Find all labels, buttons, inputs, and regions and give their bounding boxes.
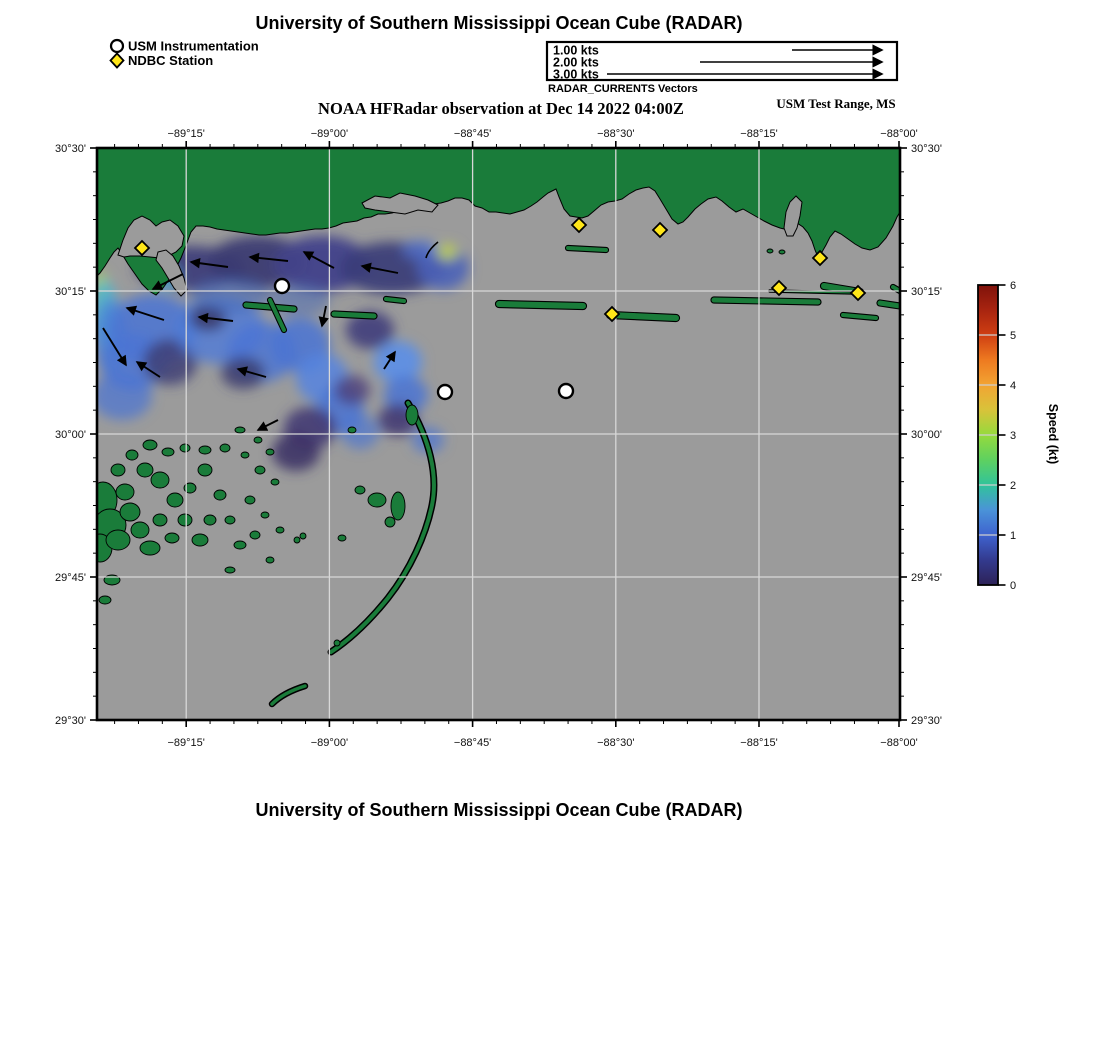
marsh-fragment bbox=[106, 530, 130, 550]
usm-instrumentation-marker bbox=[438, 385, 452, 399]
scale-row-label: 1.00 kts bbox=[553, 43, 599, 58]
lon-label-top: −88°30' bbox=[597, 128, 635, 140]
marsh-fragment bbox=[198, 464, 212, 476]
lon-label-top: −89°00' bbox=[310, 128, 349, 140]
test-range-label: USM Test Range, MS bbox=[776, 96, 896, 111]
lon-label-top: −88°45' bbox=[453, 128, 492, 140]
island bbox=[880, 303, 900, 306]
marsh-fragment bbox=[300, 533, 306, 539]
marsh-fragment bbox=[779, 250, 785, 254]
speed-blob bbox=[436, 244, 458, 260]
marsh-fragment bbox=[143, 440, 157, 450]
marsh-fragment bbox=[180, 444, 190, 452]
colorbar-tick-label: 3 bbox=[1010, 430, 1017, 442]
legend-usm-label: USM Instrumentation bbox=[128, 38, 259, 54]
scale-row-label: 3.00 kts bbox=[553, 67, 599, 82]
lon-label-bottom: −88°45' bbox=[453, 737, 492, 749]
marsh-fragment bbox=[99, 596, 111, 604]
marsh-fragment bbox=[385, 517, 395, 527]
observation-subtitle: NOAA HFRadar observation at Dec 14 2022 04:00Z bbox=[318, 99, 684, 118]
lat-label-right: 29°30' bbox=[911, 715, 942, 727]
marsh-fragment bbox=[241, 452, 249, 458]
lat-label-left: 29°30' bbox=[55, 715, 86, 727]
marsh-fragment bbox=[334, 640, 340, 646]
usm-instrumentation-marker bbox=[275, 279, 289, 293]
lon-label-top: −88°15' bbox=[740, 128, 778, 140]
marsh-fragment bbox=[266, 449, 274, 455]
marsh-fragment bbox=[167, 493, 183, 507]
lat-label-left: 30°30' bbox=[55, 143, 86, 155]
marsh-fragment bbox=[338, 535, 346, 541]
marsh-fragment bbox=[151, 472, 169, 488]
marsh-fragment bbox=[294, 537, 300, 543]
vector-scale-box bbox=[547, 42, 897, 95]
marsh-fragment bbox=[137, 463, 153, 477]
colorbar-tick-label: 6 bbox=[1010, 280, 1017, 292]
marsh-fragment bbox=[116, 484, 134, 500]
marsh-fragment bbox=[192, 534, 208, 546]
lat-label-left: 30°00' bbox=[55, 429, 86, 441]
lon-label-bottom: −88°00' bbox=[880, 737, 918, 749]
marsh-fragment bbox=[220, 444, 230, 452]
speed-blob bbox=[92, 372, 152, 420]
lon-label-top: −88°00' bbox=[880, 128, 918, 140]
legend-ndbc-label: NDBC Station bbox=[128, 53, 214, 68]
bottom-title: University of Southern Mississippi Ocean Cube (RADAR) bbox=[255, 800, 743, 820]
speed-blob bbox=[374, 341, 422, 383]
scale-row-label: 2.00 kts bbox=[553, 55, 599, 70]
speed-blob bbox=[341, 415, 379, 449]
marsh-fragment bbox=[250, 531, 260, 539]
lat-label-left: 30°15' bbox=[55, 286, 86, 298]
marsh-fragment bbox=[254, 437, 262, 443]
marsh-fragment bbox=[204, 515, 216, 525]
marsh-fragment bbox=[153, 514, 167, 526]
lat-label-right: 29°45' bbox=[911, 572, 942, 584]
lon-label-bottom: −89°15' bbox=[167, 737, 205, 749]
usm-instrumentation-marker bbox=[559, 384, 573, 398]
lat-label-right: 30°15' bbox=[911, 286, 942, 298]
marsh-fragment bbox=[131, 522, 149, 538]
marsh-fragment bbox=[162, 448, 174, 456]
lon-label-bottom: −89°00' bbox=[310, 737, 349, 749]
top-title: University of Southern Mississippi Ocean Cube (RADAR) bbox=[255, 13, 743, 33]
marsh-fragment bbox=[348, 427, 356, 433]
colorbar-tick-label: 0 bbox=[1010, 580, 1017, 592]
marsh-fragment bbox=[111, 464, 125, 476]
marsh-fragment bbox=[235, 427, 245, 433]
marsh-fragment bbox=[199, 446, 211, 454]
island bbox=[386, 299, 404, 301]
marsh-fragment bbox=[767, 249, 773, 253]
marsh-fragment bbox=[120, 503, 140, 521]
map-panel bbox=[55, 128, 942, 749]
usm-instrumentation-icon bbox=[111, 40, 123, 52]
colorbar-label: Speed (kt) bbox=[1046, 403, 1060, 465]
marsh-fragment bbox=[276, 527, 284, 533]
marsh-fragment bbox=[266, 557, 274, 563]
marsh-fragment bbox=[178, 514, 192, 526]
marsh-fragment bbox=[255, 466, 265, 474]
marsh-fragment bbox=[406, 405, 418, 425]
marsh-fragment bbox=[271, 479, 279, 485]
vector-scale-caption: RADAR_CURRENTS Vectors bbox=[548, 83, 698, 95]
colorbar-tick-label: 1 bbox=[1010, 530, 1017, 542]
lat-label-right: 30°30' bbox=[911, 143, 942, 155]
island bbox=[499, 304, 583, 306]
speed-blob bbox=[272, 433, 320, 471]
marsh-fragment bbox=[391, 492, 405, 520]
marker-legend bbox=[111, 39, 259, 69]
lon-label-bottom: −88°15' bbox=[740, 737, 778, 749]
speed-blob bbox=[402, 240, 438, 260]
colorbar-tick-label: 2 bbox=[1010, 480, 1017, 492]
island bbox=[334, 314, 374, 316]
marsh-fragment bbox=[355, 486, 365, 494]
marsh-fragment bbox=[165, 533, 179, 543]
island bbox=[714, 300, 818, 302]
marsh-fragment bbox=[368, 493, 386, 507]
marsh-fragment bbox=[245, 496, 255, 504]
ndbc-station-icon bbox=[111, 54, 124, 68]
island bbox=[568, 248, 606, 250]
colorbar bbox=[978, 280, 1060, 592]
speed-blob bbox=[221, 357, 265, 389]
colorbar-tick-label: 5 bbox=[1010, 330, 1017, 342]
marsh-fragment bbox=[140, 541, 160, 555]
lat-label-right: 30°00' bbox=[911, 429, 942, 441]
island bbox=[610, 315, 676, 318]
marsh-fragment bbox=[261, 512, 269, 518]
speed-blob bbox=[334, 375, 370, 405]
marsh-fragment bbox=[234, 541, 246, 549]
lat-label-left: 29°45' bbox=[55, 572, 86, 584]
marsh-fragment bbox=[214, 490, 226, 500]
colorbar-tick-label: 4 bbox=[1010, 380, 1017, 392]
marsh-fragment bbox=[225, 516, 235, 524]
lon-label-top: −89°15' bbox=[167, 128, 205, 140]
lon-label-bottom: −88°30' bbox=[597, 737, 635, 749]
marsh-fragment bbox=[225, 567, 235, 573]
marsh-fragment bbox=[126, 450, 138, 460]
